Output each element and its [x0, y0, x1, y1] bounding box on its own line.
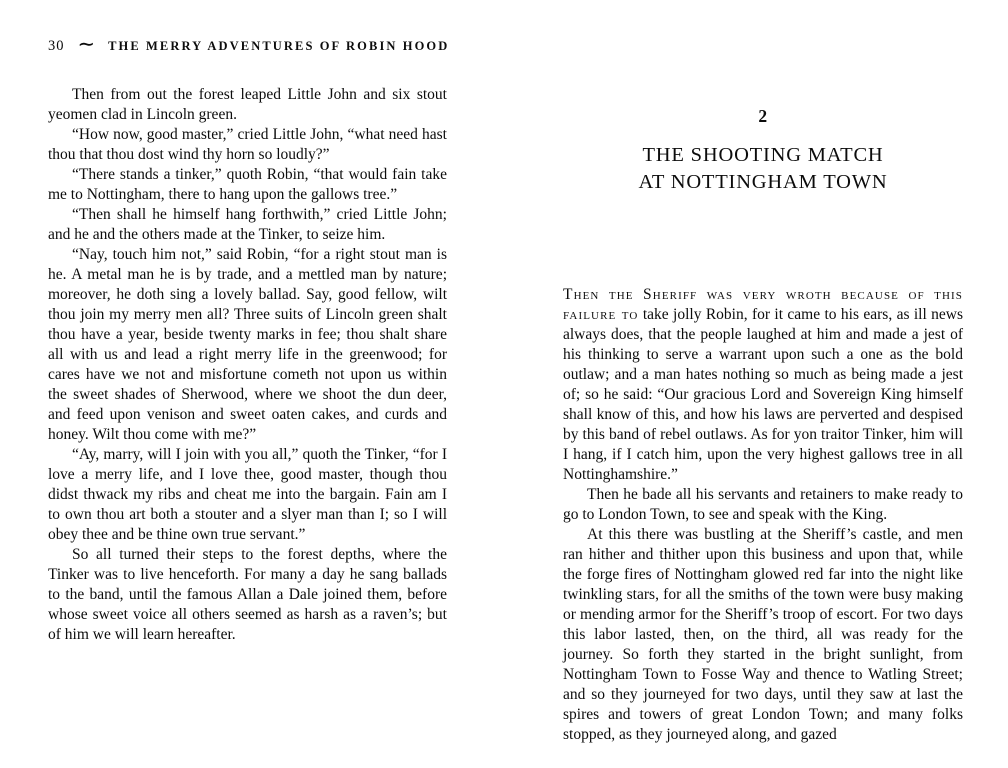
opening-paragraph: [563, 285, 963, 485]
right-page: [563, 0, 963, 745]
left-page: [48, 0, 450, 645]
running-header: [48, 33, 450, 57]
paragraph: Then he bade all his servants and retainers to make ready to go to London Town, to see and speak with the King.: [563, 486, 963, 523]
chapter-title-line-1: THE SHOOTING MATCH: [642, 144, 884, 166]
chapter-title: [563, 142, 963, 196]
chapter-title-line-2: AT NOTTINGHAM TOWN: [638, 171, 888, 193]
page-number: 30: [48, 37, 65, 54]
opening-paragraph-rest: take jolly Robin, for it came to his ears, as ill news always does, that the people laughed at him and made a jest of his thinking to serve a warrant upon such a one as the bold outlaw; and a man hates nothing so much as being made a jest of; so he said: “Our gracious Lord and Sovereign King himself shall know of this, and how his laws are perverted and despised by this band of rebel outlaws. As for yon traitor Tinker, him will I hang, if I catch him, upon the very highest gallows tree in all Nottinghamshire.”: [563, 306, 963, 483]
paragraph: “Ay, marry, will I join with you all,” quoth the Tinker, “for I love a merry life, and I love thee, good master, though thou didst thwack my ribs and cheat me into the bargain. Fain am I to own thou art both a stouter and a slyer man than I; so I will obey thee and be thine own true servant.”: [48, 446, 447, 543]
chapter-number: 2: [758, 106, 768, 126]
paragraph: “Nay, touch him not,” said Robin, “for a right stout man is he. A metal man he is by trade, and a mettled man by nature; moreover, he doth sing a lovely ballad. Say, good fellow, wilt thou join my merry men all? Three suits of Lincoln green shalt thou have a year, beside twenty marks in fee; thou shalt share all with us and lead a right merry life in the greenwood; for cares have we not and misfortune cometh not upon us within the sweet shades of Sherwood, where we shoot the dun deer, and feed upon venison and sweet oaten cakes, and curds and honey. Wilt thou come with me?”: [48, 246, 447, 443]
paragraph: “There stands a tinker,” quoth Robin, “that would fain take me to Nottingham, there to hang upon the gallows tree.”: [48, 166, 447, 203]
opening-small-caps: Then the Sheriff was very wroth because of this failure to: [563, 286, 963, 323]
paragraph: At this there was bustling at the Sheriff’s castle, and men ran hither and thither upon this business and upon that, while the forge fires of Nottingham glowed red far into the night like twinkling stars, for all the smiths of the town were busy making or mending armor for the Sheriff’s troop of escort. For two days this labor lasted, then, on the third, all was ready for the journey. So forth they started in the bright sunlight, from Nottingham Town to Fosse Way and thence to Watling Street; and so they journeyed for two days, until they saw at last the spires and towers of great London Town; and many folks stopped, as they journeyed along, and gazed: [563, 526, 963, 743]
paragraph: Then from out the forest leaped Little John and six stout yeomen clad in Lincoln green.: [48, 86, 447, 123]
left-page-body: [48, 85, 447, 645]
paragraph: So all turned their steps to the forest depths, where the Tinker was to live henceforth. For many a day he sang ballads to the band, until the famous Allan a Dale joined them, before whose sweet voice all others seemed as harsh as a raven’s; but of him we will learn hereafter.: [48, 546, 447, 643]
paragraph: “Then shall he himself hang forthwith,” cried Little John; and he and the others made at the Tinker, to seize him.: [48, 206, 447, 243]
paragraph: “How now, good master,” cried Little John, “what need hast thou that thou dost wind thy horn so loudly?”: [48, 126, 447, 163]
running-head-title: THE MERRY ADVENTURES OF ROBIN HOOD: [108, 38, 450, 53]
swash-ornament-icon: ∼: [77, 33, 96, 55]
right-page-body: [563, 285, 963, 745]
right-page-paragraphs: [563, 485, 963, 745]
